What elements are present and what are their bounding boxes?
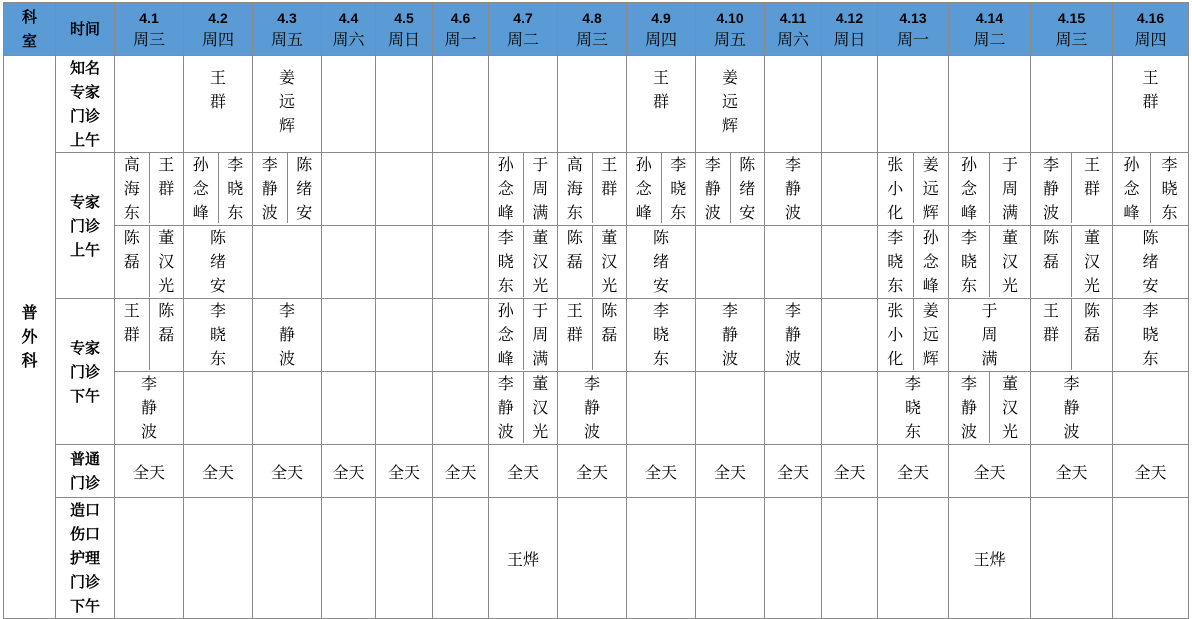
row-expert-am-1 <box>4 153 1189 226</box>
schedule-cell <box>376 153 433 226</box>
row-general-clinic <box>4 445 1189 498</box>
schedule-cell-allday: 全天 <box>322 445 376 498</box>
schedule-cell <box>627 299 696 372</box>
doctor-name: 陈绪安 <box>296 155 313 222</box>
doctor-name: 李静波 <box>785 155 802 222</box>
header-weekday-label: 周日 <box>387 30 420 49</box>
doctor-name: 孙念峰 <box>497 301 514 368</box>
doctor-name: 王群 <box>1084 155 1101 198</box>
row-expert-pm-1 <box>4 299 1189 372</box>
schedule-cell <box>696 56 765 153</box>
header-weekday-label: 周二 <box>973 30 1006 49</box>
schedule-cell <box>253 56 322 153</box>
schedule-cell-allday: 全天 <box>822 445 878 498</box>
schedule-cell <box>558 153 627 226</box>
header-date-label: 4.11 <box>779 10 807 26</box>
schedule-cell-allday: 全天 <box>949 445 1031 498</box>
schedule-cell <box>696 372 765 445</box>
schedule-cell <box>696 226 765 299</box>
schedule-cell <box>322 153 376 226</box>
doctor-name: 李晓东 <box>227 155 244 222</box>
header-date-9 <box>627 3 696 56</box>
schedule-cell <box>489 299 558 372</box>
schedule-cell <box>184 299 253 372</box>
header-weekday-label: 周三 <box>132 30 165 49</box>
doctor-name: 陈磊 <box>1043 228 1060 271</box>
doctor-name: 李晓东 <box>1142 301 1159 368</box>
header-weekday-label: 周六 <box>776 30 809 49</box>
header-date-label: 4.15 <box>1057 10 1086 26</box>
schedule-cell: 王烨 <box>489 498 558 619</box>
doctor-name: 董汉光 <box>532 228 549 295</box>
header-weekday-label: 周日 <box>833 30 866 49</box>
row-label-general-clinic <box>56 445 115 498</box>
doctor-name: 董汉光 <box>532 374 549 441</box>
schedule-cell <box>558 56 627 153</box>
schedule-cell-allday: 全天 <box>489 445 558 498</box>
doctor-name: 李静波 <box>785 301 802 368</box>
header-date-3 <box>253 3 322 56</box>
header-date-label: 4.3 <box>277 10 297 26</box>
schedule-cell-allday: 全天 <box>115 445 184 498</box>
schedule-cell-allday: 全天 <box>765 445 822 498</box>
header-date-label: 4.10 <box>716 10 744 26</box>
schedule-cell <box>1113 226 1189 299</box>
schedule-cell <box>253 226 322 299</box>
doctor-name: 李静波 <box>722 301 739 368</box>
schedule-cell <box>115 372 184 445</box>
header-date-label: 4.1 <box>139 10 159 26</box>
header-date-5 <box>376 3 433 56</box>
schedule-cell <box>878 299 949 372</box>
header-date-14 <box>949 3 1031 56</box>
doctor-name: 于周满 <box>532 301 549 368</box>
header-dept: 科室 <box>4 3 56 56</box>
doctor-name: 李静波 <box>584 374 601 441</box>
doctor-name: 李静波 <box>497 374 514 441</box>
doctor-name: 李晓东 <box>961 228 978 295</box>
schedule-cell <box>489 372 558 445</box>
header-weekday-label: 周三 <box>1055 30 1088 49</box>
schedule-cell <box>878 226 949 299</box>
doctor-name: 于周满 <box>1002 155 1019 222</box>
schedule-cell <box>322 498 376 619</box>
row-label-expert-pm <box>56 299 115 445</box>
schedule-cell <box>184 226 253 299</box>
schedule-cell <box>253 299 322 372</box>
schedule-cell <box>1113 498 1189 619</box>
doctor-name: 陈磊 <box>566 228 583 271</box>
doctor-name: 孙念峰 <box>497 155 514 222</box>
header-weekday-label: 周一 <box>444 30 477 49</box>
schedule-cell <box>949 299 1031 372</box>
schedule-cell <box>489 153 558 226</box>
header-date-16 <box>1113 3 1189 56</box>
department-cell <box>4 56 56 619</box>
schedule-cell-allday: 全天 <box>696 445 765 498</box>
doctor-name: 董汉光 <box>1084 228 1101 295</box>
schedule-cell <box>558 226 627 299</box>
schedule-cell <box>376 226 433 299</box>
row-label-expert-am <box>56 153 115 299</box>
schedule-cell <box>878 372 949 445</box>
doctor-name: 李静波 <box>279 301 296 368</box>
doctor-name: 陈磊 <box>1084 301 1101 344</box>
schedule-cell <box>253 153 322 226</box>
doctor-name: 王 群 <box>1142 68 1175 111</box>
header-weekday-label: 周五 <box>713 30 746 49</box>
schedule-cell <box>184 153 253 226</box>
schedule-cell <box>376 372 433 445</box>
schedule-cell <box>696 498 765 619</box>
row-label-text: 专家门诊下午 <box>70 338 101 405</box>
schedule-cell <box>822 56 878 153</box>
doctor-name: 孙念峰 <box>922 228 939 295</box>
schedule-cell-allday: 全天 <box>1113 445 1189 498</box>
row-stoma-wound-care <box>4 498 1189 619</box>
doctor-name: 董汉光 <box>1002 228 1019 295</box>
doctor-name: 王群 <box>1043 301 1060 344</box>
row-label-text: 知名专家门诊上午 <box>70 59 101 149</box>
header-date-label: 4.12 <box>835 10 864 26</box>
schedule-cell-allday: 全天 <box>878 445 949 498</box>
schedule-cell <box>696 299 765 372</box>
schedule-cell <box>1113 153 1189 226</box>
header-date-15 <box>1031 3 1113 56</box>
doctor-name: 李静波 <box>1043 155 1060 222</box>
schedule-cell <box>433 498 489 619</box>
doctor-name: 陈磊 <box>123 228 140 271</box>
row-label-text: 普通门诊 <box>70 450 101 492</box>
schedule-cell <box>765 299 822 372</box>
row-expert-pm-2 <box>4 372 1189 445</box>
doctor-name: 姜远辉 <box>279 68 296 135</box>
doctor-name: 陈磊 <box>158 301 175 344</box>
schedule-cell <box>489 56 558 153</box>
header-date-label: 4.16 <box>1136 10 1165 26</box>
doctor-name: 李静波 <box>1063 374 1080 441</box>
schedule-cell <box>1031 498 1113 619</box>
doctor-name: 李静波 <box>961 374 978 441</box>
doctor-name: 高海东 <box>123 155 140 222</box>
schedule-cell <box>765 226 822 299</box>
schedule-cell-allday: 全天 <box>433 445 489 498</box>
schedule-cell <box>558 299 627 372</box>
schedule-cell <box>322 372 376 445</box>
header-date-11 <box>765 3 822 56</box>
doctor-name: 陈磊 <box>601 301 618 344</box>
doctor-name: 李静波 <box>141 374 158 441</box>
schedule-cell <box>376 498 433 619</box>
schedule-cell <box>489 226 558 299</box>
header-time: 时间 <box>56 3 115 56</box>
schedule-cell <box>115 226 184 299</box>
schedule-cell <box>433 153 489 226</box>
doctor-name: 陈绪安 <box>1142 228 1159 295</box>
doctor-name: 李静波 <box>704 155 721 222</box>
schedule-cell <box>558 372 627 445</box>
doctor-name: 李晓东 <box>887 228 904 295</box>
schedule-cell <box>878 498 949 619</box>
row-label-famous-expert-am <box>56 56 115 153</box>
doctor-name: 孙念峰 <box>635 155 652 222</box>
doctor-name: 陈绪安 <box>739 155 756 222</box>
doctor-name: 张小化 <box>887 301 904 368</box>
header-date-2 <box>184 3 253 56</box>
schedule-cell <box>184 56 253 153</box>
schedule-cell <box>627 56 696 153</box>
row-famous-expert-am <box>4 56 1189 153</box>
schedule-cell-allday: 全天 <box>627 445 696 498</box>
schedule-cell <box>322 299 376 372</box>
schedule-cell <box>949 372 1031 445</box>
header-date-label: 4.13 <box>899 10 927 26</box>
header-weekday-label: 周六 <box>332 30 365 49</box>
schedule-cell-allday: 全天 <box>376 445 433 498</box>
doctor-name: 李晓东 <box>210 301 227 368</box>
schedule-cell <box>322 56 376 153</box>
doctor-name: 张小化 <box>887 155 904 222</box>
schedule-cell <box>322 226 376 299</box>
schedule-cell <box>627 226 696 299</box>
header-weekday-label: 周三 <box>575 30 608 49</box>
doctor-name: 王 群 <box>653 68 686 111</box>
doctor-name: 王群 <box>566 301 583 344</box>
schedule-cell <box>376 56 433 153</box>
schedule-cell <box>1113 56 1189 153</box>
schedule-cell <box>696 153 765 226</box>
doctor-name: 李晓东 <box>670 155 687 222</box>
row-label-text: 专家门诊上午 <box>70 192 101 259</box>
doctor-name: 李晓东 <box>497 228 514 295</box>
schedule-cell <box>627 153 696 226</box>
schedule-cell <box>433 56 489 153</box>
schedule-cell <box>184 498 253 619</box>
schedule-cell-allday: 全天 <box>1031 445 1113 498</box>
schedule-cell <box>376 299 433 372</box>
schedule-cell <box>1031 299 1113 372</box>
row-label-text: 造口伤口护理门诊下午 <box>70 501 101 615</box>
schedule-cell <box>184 372 253 445</box>
schedule-cell <box>1031 56 1113 153</box>
header-weekday-label: 周二 <box>506 30 539 49</box>
header-weekday-label: 周四 <box>644 30 677 49</box>
schedule-cell <box>822 299 878 372</box>
schedule-cell <box>433 299 489 372</box>
schedule-cell <box>253 372 322 445</box>
doctor-name: 李静波 <box>261 155 278 222</box>
doctor-name: 陈绪安 <box>653 228 670 295</box>
doctor-name: 李晓东 <box>1161 155 1178 222</box>
schedule-cell <box>1031 153 1113 226</box>
header-date-4 <box>322 3 376 56</box>
header-row <box>4 3 1189 56</box>
header-date-label: 4.8 <box>582 10 602 26</box>
schedule-cell <box>765 498 822 619</box>
doctor-name: 于周满 <box>981 301 998 368</box>
doctor-name: 董汉光 <box>158 228 175 295</box>
header-date-13 <box>878 3 949 56</box>
schedule-cell <box>627 498 696 619</box>
header-weekday-label: 周一 <box>896 30 929 49</box>
schedule-cell <box>253 498 322 619</box>
doctor-name: 李晓东 <box>653 301 670 368</box>
doctor-name: 孙念峰 <box>192 155 209 222</box>
header-date-1 <box>115 3 184 56</box>
outpatient-schedule-table <box>3 2 1189 619</box>
doctor-name: 于周满 <box>532 155 549 222</box>
schedule-cell: 王烨 <box>949 498 1031 619</box>
doctor-name: 姜远辉 <box>722 68 739 135</box>
header-date-label: 4.6 <box>450 10 471 26</box>
header-date-7 <box>489 3 558 56</box>
schedule-cell <box>765 56 822 153</box>
schedule-cell-allday: 全天 <box>253 445 322 498</box>
schedule-cell <box>115 299 184 372</box>
doctor-name: 董汉光 <box>601 228 618 295</box>
schedule-cell <box>822 153 878 226</box>
header-date-label: 4.9 <box>651 10 671 26</box>
schedule-cell <box>1031 226 1113 299</box>
schedule-cell <box>822 226 878 299</box>
schedule-cell <box>878 56 949 153</box>
schedule-cell <box>949 226 1031 299</box>
schedule-cell <box>1113 299 1189 372</box>
header-date-6 <box>433 3 489 56</box>
header-date-label: 4.7 <box>513 10 533 26</box>
row-label-stoma-wound-care <box>56 498 115 619</box>
schedule-cell <box>822 498 878 619</box>
doctor-name: 王群 <box>158 155 175 198</box>
header-date-label: 4.5 <box>394 10 414 26</box>
schedule-cell <box>765 153 822 226</box>
schedule-cell <box>433 372 489 445</box>
doctor-name: 姜远辉 <box>922 301 939 368</box>
doctor-name: 董汉光 <box>1002 374 1019 441</box>
department-name: 普外科 <box>21 303 38 370</box>
header-weekday-label: 周五 <box>270 30 303 49</box>
schedule-cell <box>433 226 489 299</box>
header-date-label: 4.14 <box>975 10 1004 26</box>
schedule-cell <box>949 56 1031 153</box>
doctor-name: 王群 <box>123 301 140 344</box>
schedule-cell <box>949 153 1031 226</box>
doctor-name: 李晓东 <box>905 374 922 441</box>
schedule-cell <box>115 56 184 153</box>
header-date-8 <box>558 3 627 56</box>
header-weekday-label: 周四 <box>1134 30 1167 49</box>
schedule-cell <box>1113 372 1189 445</box>
doctor-name: 孙念峰 <box>961 155 978 222</box>
schedule-cell <box>115 498 184 619</box>
header-date-10 <box>696 3 765 56</box>
schedule-cell-allday: 全天 <box>184 445 253 498</box>
row-expert-am-2 <box>4 226 1189 299</box>
doctor-name: 陈绪安 <box>210 228 227 295</box>
doctor-name: 孙念峰 <box>1123 155 1140 222</box>
header-weekday-label: 周四 <box>201 30 234 49</box>
schedule-cell <box>878 153 949 226</box>
schedule-cell <box>1031 372 1113 445</box>
schedule-cell <box>822 372 878 445</box>
schedule-cell <box>765 372 822 445</box>
schedule-cell <box>558 498 627 619</box>
doctor-name: 姜远辉 <box>922 155 939 222</box>
doctor-name: 高海东 <box>566 155 583 222</box>
doctor-name: 王 群 <box>210 68 243 111</box>
header-date-12 <box>822 3 878 56</box>
schedule-cell <box>115 153 184 226</box>
doctor-name: 王群 <box>601 155 618 198</box>
schedule-cell <box>627 372 696 445</box>
header-date-label: 4.2 <box>208 10 228 26</box>
header-date-label: 4.4 <box>338 10 359 26</box>
schedule-cell-allday: 全天 <box>558 445 627 498</box>
